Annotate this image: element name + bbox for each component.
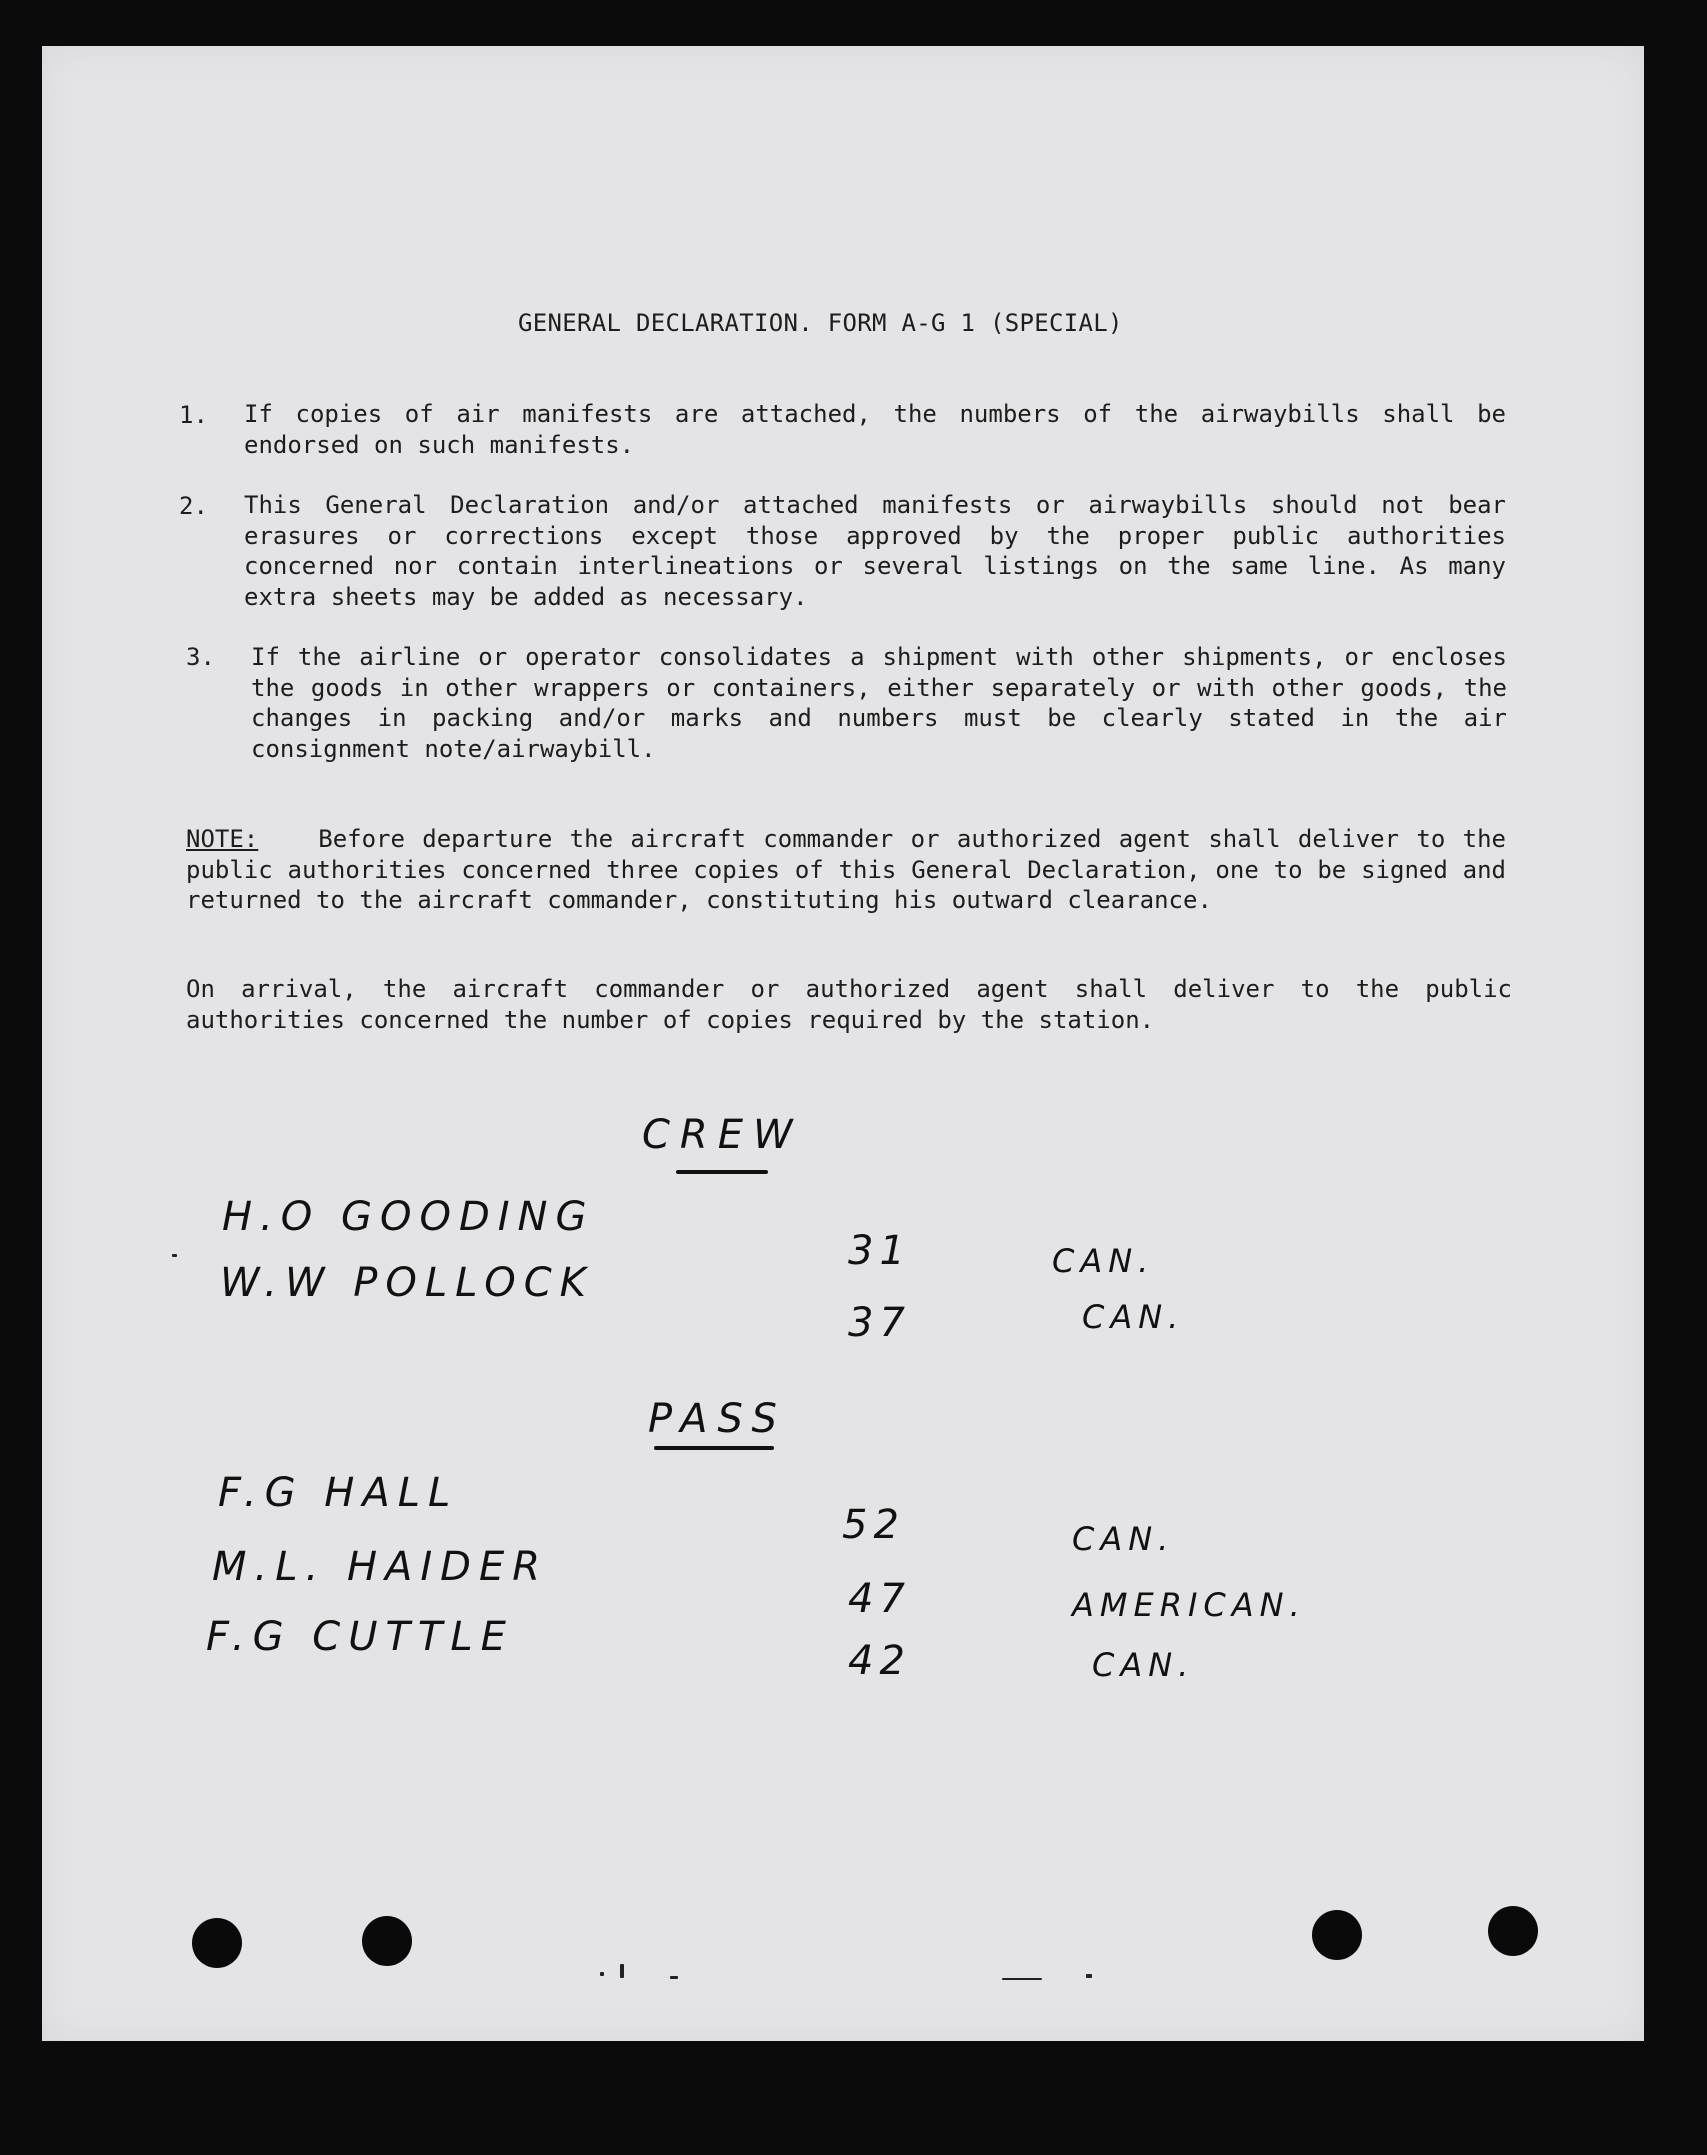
crew-heading-underline — [676, 1170, 768, 1174]
note-text: Before departure the aircraft commander or authorized agent shall deliver to the public authorities concerned three copies of this General Declaration, one to be signed and returned to the aircraft commander, constituting his outward clearance. — [186, 825, 1506, 914]
passenger-age-3: 42 — [848, 1638, 911, 1684]
crew-name-2: W.W POLLOCK — [220, 1260, 594, 1306]
speck — [1002, 1978, 1042, 1980]
passenger-age-2: 47 — [848, 1576, 911, 1622]
speck — [620, 1964, 624, 1978]
pass-heading-underline — [654, 1446, 774, 1450]
punch-hole — [1312, 1910, 1362, 1960]
passenger-nationality-2: AMERICAN. — [1072, 1586, 1306, 1624]
crew-heading: CREW — [642, 1112, 803, 1158]
passenger-nationality-1: CAN. — [1072, 1520, 1175, 1558]
speck — [670, 1976, 678, 1979]
item-number-1: 1. — [179, 401, 208, 429]
document-page — [42, 46, 1644, 2041]
arrival-paragraph: On arrival, the aircraft commander or authorized agent shall deliver to the public authorities concerned the number of copies required by the station. — [186, 975, 1512, 1034]
item-text-2: This General Declaration and/or attached manifests or airwaybills should not bear erasures or corrections except those approved by the proper public authorities concerned nor contain interlineations or several listings on the same line. As many extra sheets may be added as necessary. — [244, 491, 1506, 611]
document-title: GENERAL DECLARATION. FORM A-G 1 (SPECIAL) — [518, 309, 1123, 337]
item-text-1: If copies of air manifests are attached, the numbers of the airwaybills shall be endorsed on such manifests. — [244, 400, 1506, 459]
passenger-name-3: F.G CUTTLE — [206, 1614, 514, 1660]
crew-age-2: 37 — [848, 1300, 911, 1346]
speck — [172, 1254, 177, 1257]
item-number-2: 2. — [179, 492, 208, 520]
passenger-name-2: M.L. HAIDER — [212, 1544, 549, 1590]
speck — [600, 1972, 604, 1976]
item-number-3: 3. — [186, 643, 215, 671]
speck — [1086, 1974, 1092, 1978]
punch-hole — [362, 1916, 412, 1966]
note-label: NOTE: — [186, 825, 259, 853]
passenger-nationality-3: CAN. — [1092, 1646, 1195, 1684]
item-text-3: If the airline or operator consolidates a shipment with other shipments, or encloses the goods in other wrappers or containers, either separately or with other goods, the changes in packing and/or marks and numbers must be clearly stated in the air consignment note/airwaybill. — [251, 643, 1507, 763]
note-paragraph — [186, 824, 1506, 916]
passenger-name-1: F.G HALL — [218, 1470, 459, 1516]
pass-heading: PASS — [648, 1396, 787, 1442]
passenger-age-1: 52 — [842, 1502, 905, 1548]
punch-hole — [192, 1918, 242, 1968]
crew-name-1: H.O GOODING — [222, 1194, 595, 1240]
crew-nationality-1: CAN. — [1052, 1242, 1155, 1280]
crew-age-1: 31 — [848, 1228, 911, 1274]
punch-hole — [1488, 1906, 1538, 1956]
crew-nationality-2: CAN. — [1082, 1298, 1185, 1336]
